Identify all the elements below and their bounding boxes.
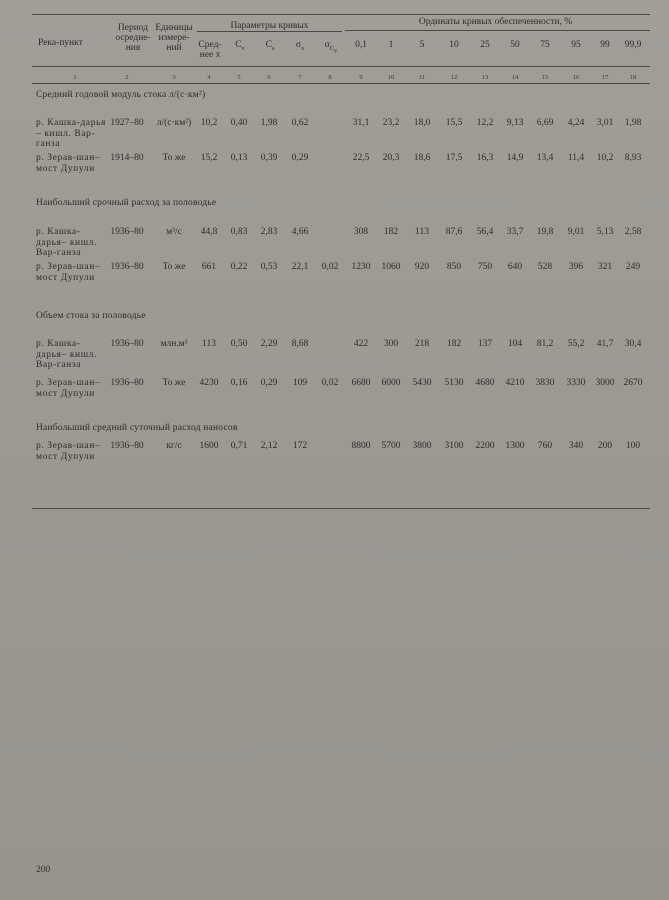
cs-cell: 0,39 [260, 153, 278, 163]
section-title: Средний годовой модуль стока л/(с·км²) [36, 90, 206, 100]
river-point-name: р. Зерав-шан– мост Дупули [36, 378, 101, 399]
ordinate-cell: 10,2 [596, 153, 614, 163]
ordinate-cell: 750 [477, 262, 493, 272]
ordinate-cell: 396 [568, 262, 584, 272]
ordinate-cell: 249 [625, 262, 641, 272]
column-number: 13 [481, 74, 489, 81]
ordinate-cell: 100 [625, 441, 641, 451]
ordinate-cell: 13,4 [536, 153, 554, 163]
units-cell: То же [162, 153, 186, 163]
units-cell: л/(с·км²) [156, 118, 192, 128]
ordinate-cell: 30,4 [624, 339, 642, 349]
probability-header: 99,9 [624, 40, 642, 50]
column-number: 17 [601, 74, 609, 81]
probability-header: 99 [600, 40, 610, 50]
section-title: Объем стока за половодье [36, 311, 146, 321]
column-number: 12 [450, 74, 458, 81]
mean-cell: 44,8 [200, 227, 218, 237]
cv-cell: 0,71 [230, 441, 248, 451]
ordinate-cell: 1,98 [624, 118, 642, 128]
sigma-x-cell: 8,68 [291, 339, 309, 349]
ordinate-cell: 200 [597, 441, 613, 451]
probability-header: 5 [419, 40, 425, 50]
cs-cell: 0,53 [260, 262, 278, 272]
table-top-rule [32, 14, 650, 15]
column-number: 5 [237, 74, 241, 81]
ordinate-cell: 8800 [351, 441, 371, 451]
cs-cell: 1,98 [260, 118, 278, 128]
ordinate-cell: 3330 [566, 378, 586, 388]
params-group-rule [197, 31, 342, 32]
ordinate-cell: 640 [507, 262, 523, 272]
ordinate-cell: 31,1 [352, 118, 370, 128]
units-cell: То же [162, 378, 186, 388]
column-number: 16 [572, 74, 580, 81]
probability-header: 50 [510, 40, 520, 50]
column-number: 18 [629, 74, 637, 81]
ordinate-cell: 55,2 [567, 339, 585, 349]
ordinate-cell: 81,2 [536, 339, 554, 349]
header-sigma-x: $\sigma_x$ [295, 40, 305, 52]
ordinate-cell: 9,01 [567, 227, 585, 237]
ordinate-cell: 6680 [351, 378, 371, 388]
ordinate-cell: 6000 [381, 378, 401, 388]
ordinate-cell: 2670 [623, 378, 643, 388]
ordinate-cell: 9,13 [506, 118, 524, 128]
ordinate-cell: 56,4 [476, 227, 494, 237]
column-number: 11 [418, 74, 426, 81]
period-cell: 1936–80 [110, 441, 144, 451]
ordinate-cell: 41,7 [596, 339, 614, 349]
period-cell: 1936–80 [110, 227, 144, 237]
river-point-name: р. Зерав-шан– мост Дупули [36, 262, 101, 283]
ordinate-cell: 104 [507, 339, 523, 349]
ordinate-cell: 3100 [444, 441, 464, 451]
ordinate-cell: 11,4 [567, 153, 585, 163]
sigma-x-cell: 0,62 [291, 118, 309, 128]
header-river-point: Река-пункт [38, 38, 83, 48]
ordinate-cell: 340 [568, 441, 584, 451]
ordinate-cell: 2,58 [624, 227, 642, 237]
units-cell: кг/с [166, 441, 182, 451]
ordinate-cell: 1300 [505, 441, 525, 451]
river-point-name: р. Кашка-дарья– кишл. Вар-ганза [36, 339, 97, 370]
column-number: 10 [387, 74, 395, 81]
period-cell: 1914–80 [110, 153, 144, 163]
ordinate-cell: 12,2 [476, 118, 494, 128]
sigma-cv-cell: 0,02 [321, 378, 339, 388]
mean-cell: 4230 [199, 378, 219, 388]
column-number: 6 [267, 74, 271, 81]
column-number: 15 [541, 74, 549, 81]
ordinate-cell: 6,69 [536, 118, 554, 128]
sigma-x-cell: 172 [292, 441, 308, 451]
cv-cell: 0,40 [230, 118, 248, 128]
ordinate-cell: 18,6 [413, 153, 431, 163]
ordinate-cell: 300 [383, 339, 399, 349]
river-point-name: р. Зерав-шан– мост Дупули [36, 153, 101, 174]
header-bottom-rule [32, 66, 650, 67]
ordinate-cell: 4210 [505, 378, 525, 388]
ordinate-cell: 5130 [444, 378, 464, 388]
ordinate-cell: 14,9 [506, 153, 524, 163]
ordinate-cell: 5,13 [596, 227, 614, 237]
section-title: Наибольший средний суточный расход наносов [36, 423, 238, 433]
header-mean: Сред- нее x [198, 40, 222, 60]
column-number: 14 [511, 74, 519, 81]
river-point-name: р. Зерав-шан– мост Дупули [36, 441, 101, 462]
ordinate-cell: 3,01 [596, 118, 614, 128]
cv-cell: 0,83 [230, 227, 248, 237]
header-ordinates-group: Ординаты кривых обеспеченности, % [418, 17, 573, 27]
cv-cell: 0,50 [230, 339, 248, 349]
sigma-x-cell: 109 [292, 378, 308, 388]
ordinate-cell: 5700 [381, 441, 401, 451]
cv-cell: 0,13 [230, 153, 248, 163]
ordinate-cell: 3000 [595, 378, 615, 388]
river-point-name: р. Кашка-дарья– кишл. Вар-ганза [36, 227, 97, 258]
ordinate-cell: 528 [537, 262, 553, 272]
header-units: Единицы измере- ний [155, 23, 193, 53]
column-number: 9 [359, 74, 363, 81]
ordinate-cell: 321 [597, 262, 613, 272]
ordinate-cell: 5430 [412, 378, 432, 388]
column-number: 4 [207, 74, 211, 81]
header-cs: $C_s$ [265, 40, 275, 52]
column-number: 8 [328, 74, 332, 81]
units-cell: То же [162, 262, 186, 272]
sigma-x-cell: 22,1 [291, 262, 309, 272]
river-point-name: р. Кашка-дарья – кишл. Вар-ганза [36, 118, 106, 149]
probability-header: 95 [571, 40, 581, 50]
cv-cell: 0,16 [230, 378, 248, 388]
probability-header: 75 [540, 40, 550, 50]
ordinate-cell: 182 [446, 339, 462, 349]
period-cell: 1936–80 [110, 339, 144, 349]
header-sigma-cv: $\sigma_{C_v}$ [324, 40, 338, 55]
sigma-cv-cell: 0,02 [321, 262, 339, 272]
probability-header: 10 [449, 40, 459, 50]
ordinate-cell: 1060 [381, 262, 401, 272]
mean-cell: 1600 [199, 441, 219, 451]
header-period: Период осредне- ния [115, 23, 151, 53]
ordinate-cell: 920 [414, 262, 430, 272]
ordinate-cell: 22,5 [352, 153, 370, 163]
ordinate-cell: 218 [414, 339, 430, 349]
probability-header: 0,1 [355, 40, 367, 50]
cs-cell: 2,29 [260, 339, 278, 349]
ordinate-cell: 1230 [351, 262, 371, 272]
ordinate-cell: 308 [353, 227, 369, 237]
ordinate-cell: 113 [415, 227, 429, 237]
period-cell: 1936–80 [110, 262, 144, 272]
ordinate-cell: 8,93 [624, 153, 642, 163]
table-bottom-rule [32, 508, 650, 509]
cs-cell: 2,12 [260, 441, 278, 451]
ordinate-cell: 87,6 [445, 227, 463, 237]
column-number: 1 [73, 74, 77, 81]
mean-cell: 10,2 [200, 118, 218, 128]
mean-cell: 113 [202, 339, 216, 349]
probability-header: 25 [480, 40, 490, 50]
ordinate-cell: 4680 [475, 378, 495, 388]
header-cv: $C_v$ [235, 40, 245, 52]
column-number: 7 [298, 74, 302, 81]
ordinate-cell: 23,2 [382, 118, 400, 128]
ordinate-cell: 182 [383, 227, 399, 237]
probability-header: 1 [388, 40, 394, 50]
ordinate-cell: 422 [353, 339, 369, 349]
ordinate-cell: 33,7 [506, 227, 524, 237]
ordinate-cell: 2200 [475, 441, 495, 451]
page-number: 200 [36, 865, 51, 875]
mean-cell: 661 [201, 262, 217, 272]
ordinate-cell: 3800 [412, 441, 432, 451]
ordinate-cell: 18,0 [413, 118, 431, 128]
cs-cell: 0,29 [260, 378, 278, 388]
ordinate-cell: 760 [537, 441, 553, 451]
ordinate-cell: 15,5 [445, 118, 463, 128]
ordinate-cell: 16,3 [476, 153, 494, 163]
section-title: Наибольший срочный расход за половодье [36, 198, 217, 208]
ordinate-cell: 850 [446, 262, 462, 272]
units-cell: млн.м³ [160, 339, 188, 349]
period-cell: 1936–80 [110, 378, 144, 388]
column-number: 3 [172, 74, 176, 81]
column-numbers-rule [32, 83, 650, 84]
ordinate-cell: 17,5 [445, 153, 463, 163]
ordinates-group-rule [345, 30, 650, 31]
ordinate-cell: 19,8 [536, 227, 554, 237]
sigma-x-cell: 4,66 [291, 227, 309, 237]
units-cell: м³/с [166, 227, 182, 237]
cs-cell: 2,83 [260, 227, 278, 237]
header-params-group: Параметры кривых [230, 21, 309, 31]
column-number: 2 [125, 74, 129, 81]
sigma-x-cell: 0,29 [291, 153, 309, 163]
ordinate-cell: 20,3 [382, 153, 400, 163]
cv-cell: 0,22 [230, 262, 248, 272]
ordinate-cell: 4,24 [567, 118, 585, 128]
mean-cell: 15,2 [200, 153, 218, 163]
ordinate-cell: 3830 [535, 378, 555, 388]
period-cell: 1927–80 [110, 118, 144, 128]
ordinate-cell: 137 [477, 339, 493, 349]
